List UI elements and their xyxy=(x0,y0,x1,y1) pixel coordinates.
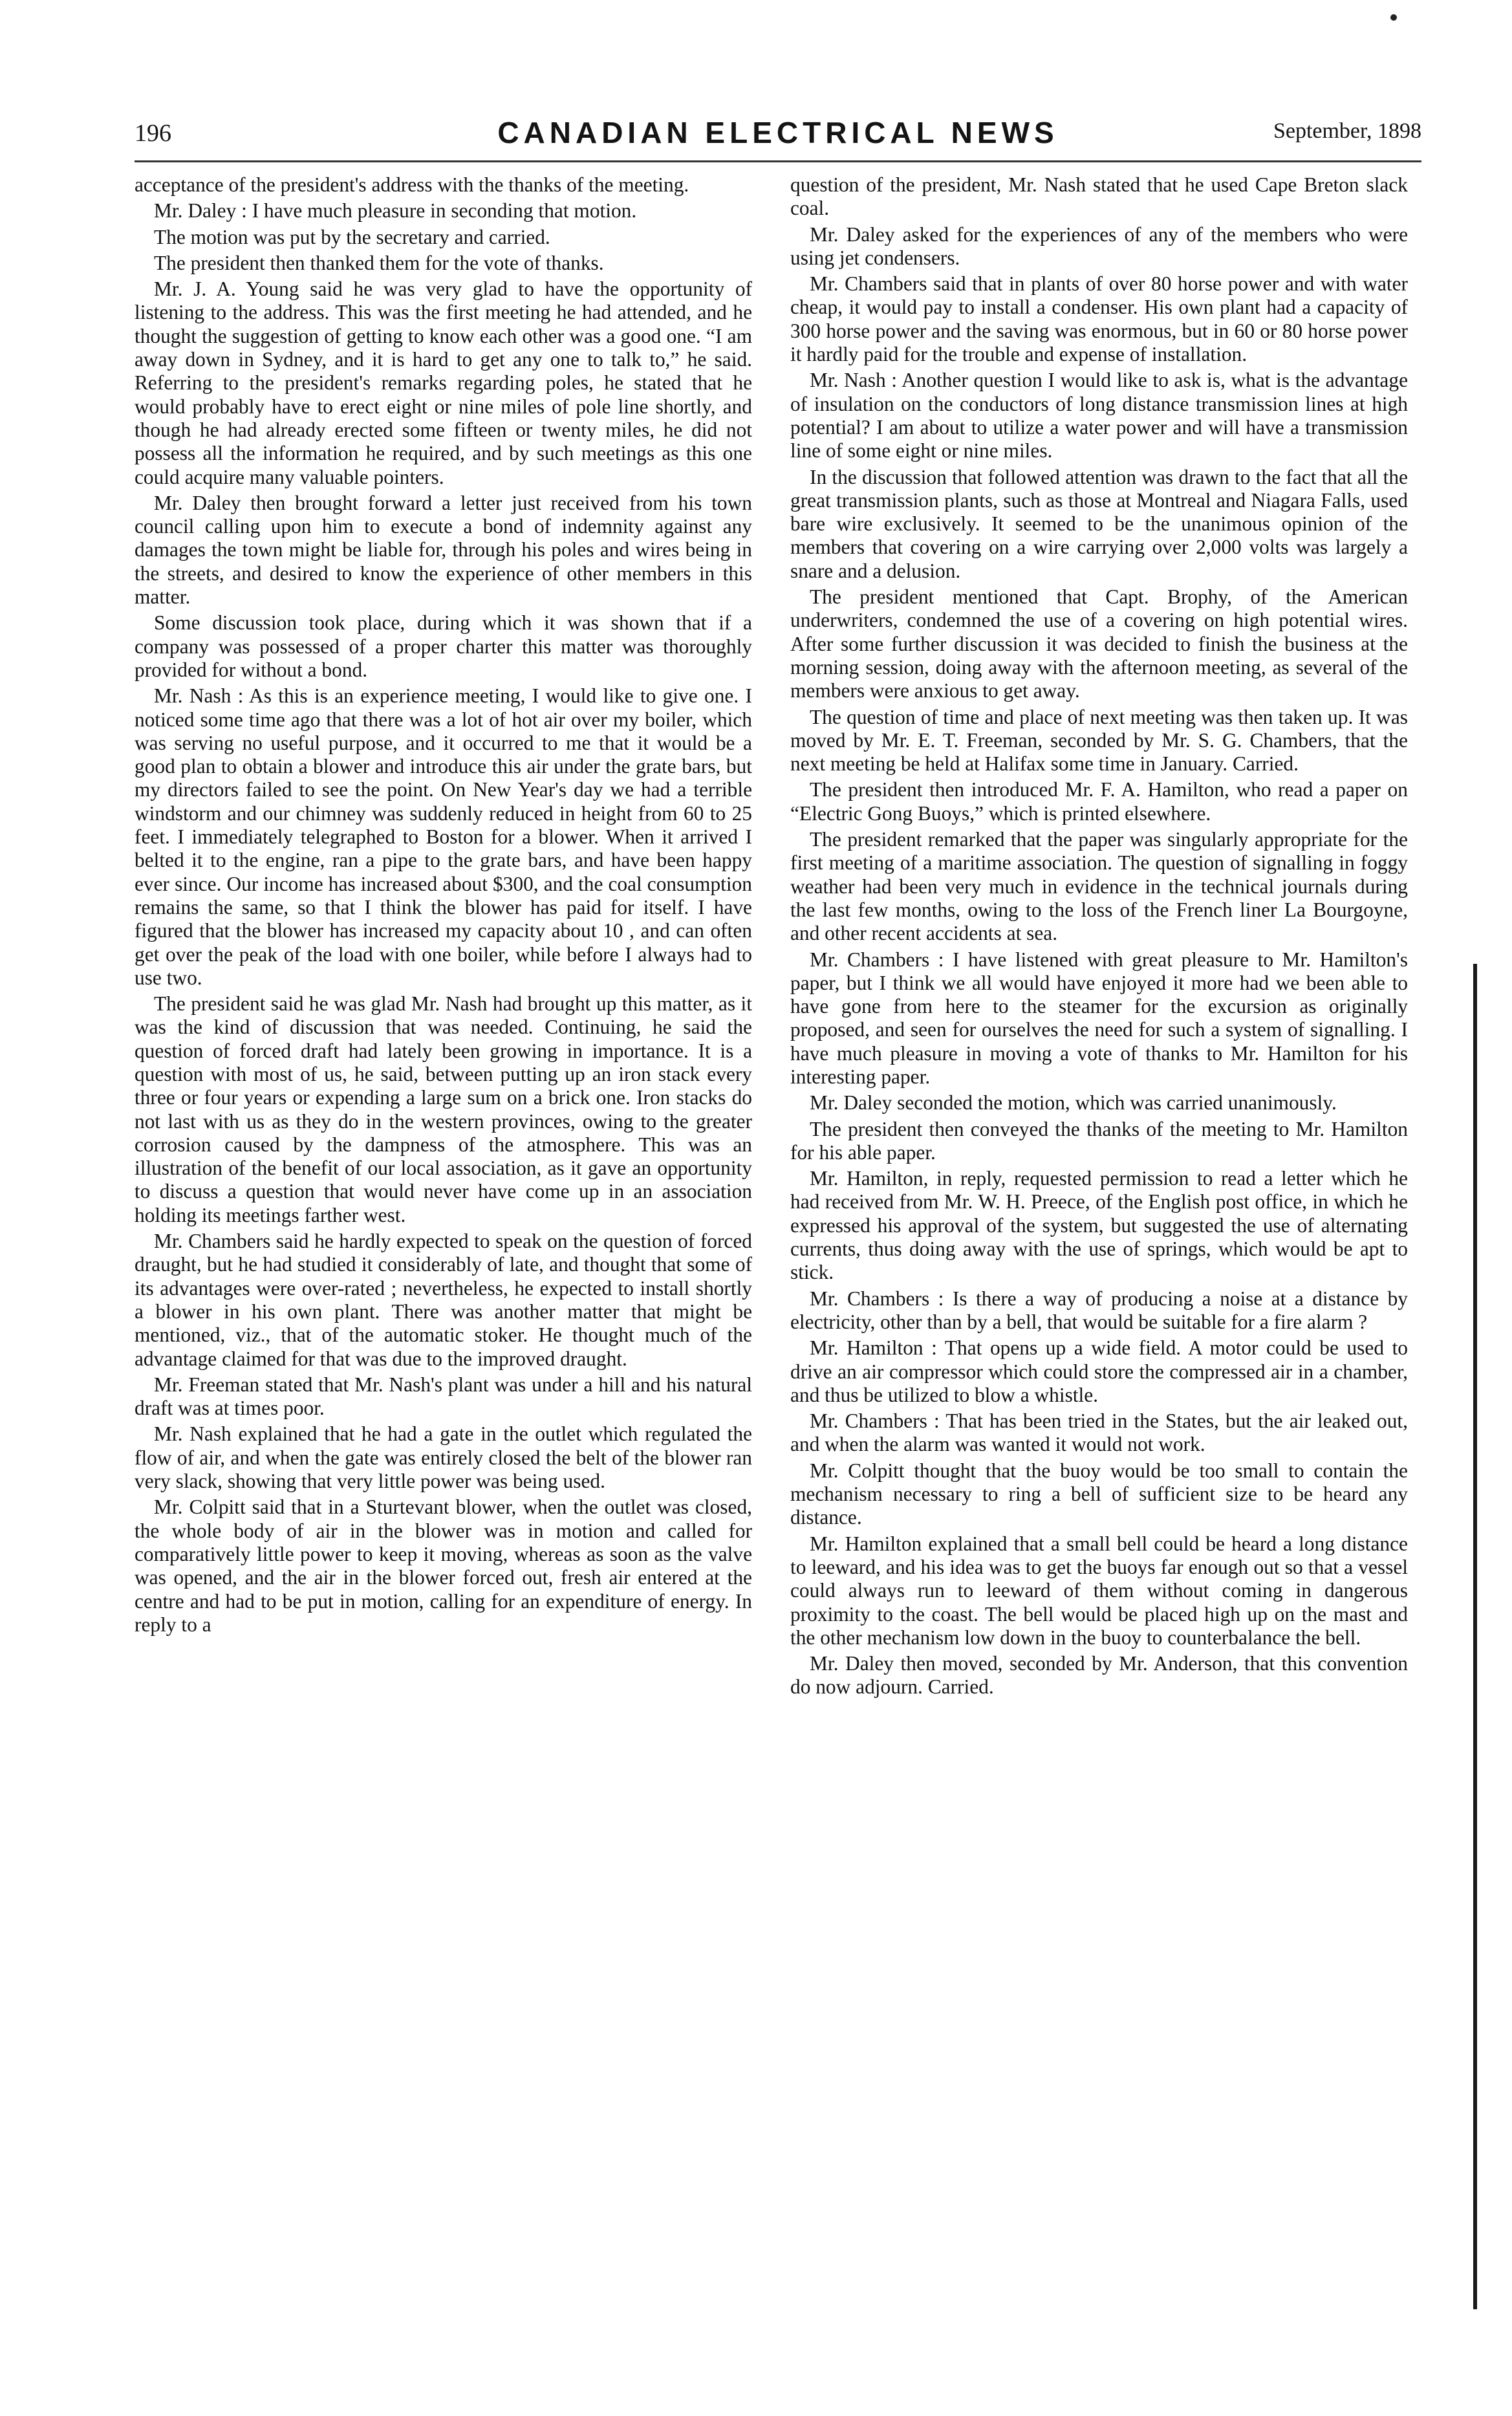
paragraph: The president then thanked them for the vote of thanks. xyxy=(154,251,604,274)
right-column xyxy=(790,173,1408,1702)
paragraph: Mr. Hamilton, in reply, requested permission to read a letter which he had received from Mr. W. H. Preece, of the English post office, in which he expressed his approval of the system, but suggested the use of alternating currents, thus doing away with the use of springs, which would be apt to stick. xyxy=(790,1167,1408,1284)
paragraph: The president then introduced Mr. F. A. Hamilton, who read a paper on “Electric Gong Buoys,” which is printed elsewhere. xyxy=(790,778,1408,825)
paragraph: Mr. Chambers : That has been tried in the States, but the air leaked out, and when the alarm was wanted it would not work. xyxy=(790,1409,1408,1456)
paragraph: Mr. Nash explained that he had a gate in the outlet which regulated the flow of air, and when the gate was entirely closed the belt of the blower ran very slack, showing that very little power was being used. xyxy=(135,1422,752,1493)
paragraph: The president then conveyed the thanks of the meeting to Mr. Hamilton for his able paper. xyxy=(790,1117,1408,1164)
print-speck xyxy=(1390,14,1397,21)
paragraph: Mr. Colpitt thought that the buoy would be too small to contain the mechanism necessary to ring a bell of sufficient size to be heard any distance. xyxy=(790,1459,1408,1529)
paragraph: Mr. Colpitt said that in a Sturtevant blower, when the outlet was closed, the whole body of air in the blower was in motion and called for comparatively little power to keep it moving, whereas as soon as the valve was opened, and the air in the blower forced out, fresh air entered at the centre and had to be put in motion, calling for an expenditure of energy. In reply to a xyxy=(135,1496,752,1636)
paragraph: Mr. Chambers : I have listened with great pleasure to Mr. Hamilton's paper, but I think we all would have enjoyed it more had we been able to have gone from here to the steamer for the excursion as originally proposed, and seen for ourselves the need for such a system of signalling. I have much pleasure in moving a vote of thanks to Mr. Hamilton for his interesting paper. xyxy=(790,948,1408,1088)
paragraph: Mr. Hamilton explained that a small bell could be heard a long distance to leeward, and his idea was to get the buoys far enough out so that a vessel could always run to leeward of them without coming in dangerous proximity to the coast. The bell would be placed high up on the mast and the other mechanism low down in the buoy to counterbalance the bell. xyxy=(790,1532,1408,1649)
paragraph: In the discussion that followed attention was drawn to the fact that all the great transmission plants, such as those at Montreal and Niagara Falls, used bare wire exclusively. It seemed to be the unanimous opinion of the members that covering on a wire carrying over 2,000 volts was largely a snare and a delusion. xyxy=(790,465,1408,582)
paragraph: Mr. Nash : Another question I would like to ask is, what is the advantage of insulation on the conductors of long distance transmission lines at high potential? I am about to utilize a water power and will have a transmission line of some eight or nine miles. xyxy=(790,369,1408,463)
journal-title: CANADIAN ELECTRICAL NEWS xyxy=(497,116,1059,149)
paragraph: Mr. Chambers said he hardly expected to speak on the question of forced draught, but he had studied it considerably of late, and thought that some of its advantages were over-rated ; nevertheless, he expected to install shortly a blower in his own plant. There was another matter that might be mentioned, viz., that of the automatic stoker. He thought much of the advantage claimed for that was due to the improved draught. xyxy=(135,1230,752,1370)
paragraph: Mr. Chambers said that in plants of over 80 horse power and with water cheap, it would pay to install a condenser. His own plant had a capacity of 300 horse power and the saving was enormous, but in 60 or 80 horse power it hardly paid for the trouble and expense of installation. xyxy=(790,272,1408,366)
paragraph: The president remarked that the paper was singularly appropriate for the first meeting of a maritime association. The question of signalling in foggy weather had been very much in evidence in the technical journals during the last few months, owing to the loss of the French liner La Bourgoyne, and other recent accidents at sea. xyxy=(790,828,1408,945)
paragraph: acceptance of the president's address with the thanks of the meeting. xyxy=(135,173,689,196)
paragraph: Mr. Freeman stated that Mr. Nash's plant was under a hill and his natural draft was at times poor. xyxy=(135,1373,752,1420)
paragraph: Mr. Daley asked for the experiences of any of the members who were using jet condensers. xyxy=(790,223,1408,269)
paragraph: Mr. Daley then brought forward a letter just received from his town council calling upon him to execute a bond of indemnity against any damages the town might be liable for, through his poles and wires being in the streets, and desired to know the experience of other members in this matter. xyxy=(135,491,752,609)
paragraph: Mr. Daley : I have much pleasure in seconding that motion. xyxy=(154,199,637,223)
paragraph: Mr. J. A. Young said he was very glad to have the opportunity of listening to the address. This was the first meeting he had attended, and he thought the suggestion of getting to know each other was a good one. “I am away down in Sydney, and it is hard to get any one to talk to,” he said. Referring to the president's remarks regarding poles, he stated that he would probably have to erect eight or nine miles of pole line shortly, and though he had already erected some fifteen or twenty miles, he did not possess all the information he required, and by such meetings as this one could acquire many valuable pointers. xyxy=(135,278,752,488)
paragraph: The president mentioned that Capt. Brophy, of the American underwriters, condemned the use of a covering on high potential wires. After some further discussion it was decided to finish the business at the morning session, doing away with the afternoon meeting, as several of the members were anxious to get away. xyxy=(790,585,1408,702)
header-rule xyxy=(135,160,1421,162)
paragraph: question of the president, Mr. Nash stated that he used Cape Breton slack coal. xyxy=(790,173,1408,220)
paragraph: Mr. Chambers : Is there a way of producing a noise at a distance by electricity, other than by a bell, that would be suitable for a fire alarm ? xyxy=(790,1287,1408,1333)
paragraph: Mr. Daley then moved, seconded by Mr. Anderson, that this convention do now adjourn. Carried. xyxy=(790,1652,1408,1699)
paragraph: Mr. Daley seconded the motion, which was carried unanimously. xyxy=(810,1091,1337,1115)
paragraph: The motion was put by the secretary and carried. xyxy=(154,225,550,248)
page-header xyxy=(135,115,1421,154)
paragraph: The president said he was glad Mr. Nash had brought up this matter, as it was the kind of discussion that was needed. Continuing, he said the question of forced draft had lately been growing in importance. It is a question with most of us, he said, between putting up an iron stack every three or four years or expending a large sum on a brick one. Iron stacks do not last with us as they do in the western provinces, owing to the greater corrosion caused by the dampness of the atmosphere. This was an illustration of the benefit of our local association, as it gave an opportunity to discuss a question that would never have come up in an association holding its meetings farther west. xyxy=(135,992,752,1226)
paragraph: Mr. Nash : As this is an experience meeting, I would like to give one. I noticed some time ago that there was a lot of hot air over my boiler, which was serving no useful purpose, and it occurred to me that it would be a good plan to obtain a blower and introduce this air under the grate bars, but my directors failed to see the point. On New Year's day we had a terrible windstorm and our chimney was suddenly reduced in height from 60 to 25 feet. I immediately telegraphed to Boston for a blower. When it arrived I belted it to the engine, ran a pipe to the grate bars, and have been happy ever since. Our income has increased about $300, and the coal consumption remains the same, so that I think the blower has paid for itself. I have figured that the blower has increased my capacity about 10 , and can often get over the peak of the load with one boiler, while before I always had to use two. xyxy=(135,684,752,989)
issue-date: September, 1898 xyxy=(1273,119,1421,143)
paragraph: The question of time and place of next meeting was then taken up. It was moved by Mr. E. T. Freeman, seconded by Mr. S. G. Chambers, that the next meeting be held at Halifax some time in January. Carried. xyxy=(790,705,1408,776)
paragraph: Mr. Hamilton : That opens up a wide field. A motor could be used to drive an air compressor which could store the compressed air in a chamber, and thus be utilized to blow a whistle. xyxy=(790,1336,1408,1406)
page-edge-shadow xyxy=(1473,964,1477,2309)
page-number: 196 xyxy=(135,120,171,147)
paragraph: Some discussion took place, during which it was shown that if a company was possessed of a proper charter this matter was thoroughly provided for without a bond. xyxy=(135,611,752,681)
left-column xyxy=(135,173,752,1639)
